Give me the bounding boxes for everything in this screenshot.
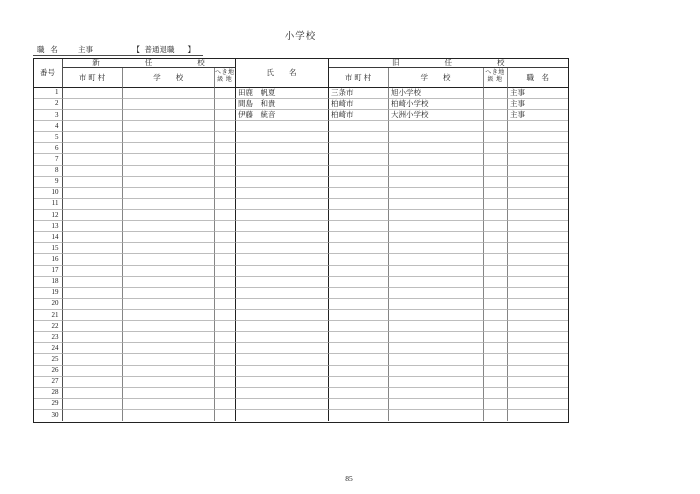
cell-new-school [123, 254, 216, 265]
cell-new-school [123, 121, 216, 132]
cell-new-school [123, 177, 216, 188]
cell-old-remote [484, 132, 508, 143]
cell-new-school [123, 366, 216, 377]
cell-number: 14 [34, 232, 63, 243]
cell-new-school [123, 277, 216, 288]
cell-old-school [389, 321, 484, 332]
cell-new-city [63, 166, 123, 177]
bracket-open: 【 [132, 45, 140, 54]
cell-number: 3 [34, 110, 63, 121]
cell-new-school [123, 399, 216, 410]
cell-new-city [63, 354, 123, 365]
cell-new-remote [215, 143, 236, 154]
cell-old-remote [484, 188, 508, 199]
cell-old-city [329, 321, 389, 332]
cell-old-school [389, 132, 484, 143]
cell-new-city [63, 399, 123, 410]
cell-old-school: 大洲小学校 [389, 110, 484, 121]
cell-new-remote [215, 366, 236, 377]
cell-job-title [508, 299, 569, 310]
cell-old-remote [484, 277, 508, 288]
cell-job-title [508, 332, 569, 343]
cell-new-city [63, 254, 123, 265]
cell-name [236, 266, 329, 277]
cell-old-remote [484, 143, 508, 154]
cell-job-title: 主事 [508, 110, 569, 121]
cell-old-school [389, 332, 484, 343]
header-new-school-group: 新 任 校 [63, 59, 236, 68]
cell-old-city [329, 121, 389, 132]
cell-number: 1 [34, 88, 63, 99]
cell-old-remote [484, 177, 508, 188]
cell-number: 12 [34, 210, 63, 221]
cell-old-school [389, 143, 484, 154]
cell-old-remote [484, 88, 508, 99]
header-job-title: 職 名 [508, 68, 569, 88]
cell-job-title [508, 354, 569, 365]
cell-new-remote [215, 299, 236, 310]
cell-new-city [63, 288, 123, 299]
cell-old-remote [484, 321, 508, 332]
cell-job-title [508, 132, 569, 143]
cell-old-school [389, 388, 484, 399]
cell-new-remote [215, 110, 236, 121]
cell-old-school [389, 366, 484, 377]
cell-old-school [389, 377, 484, 388]
cell-old-remote [484, 388, 508, 399]
cell-name: 伊藤 統音 [236, 110, 329, 121]
cell-number: 2 [34, 99, 63, 110]
cell-name [236, 121, 329, 132]
cell-old-city [329, 266, 389, 277]
cell-old-city [329, 143, 389, 154]
cell-number: 8 [34, 166, 63, 177]
cell-number: 20 [34, 299, 63, 310]
cell-name: 間島 和貴 [236, 99, 329, 110]
cell-new-city [63, 243, 123, 254]
cell-old-remote [484, 410, 508, 421]
cell-old-city [329, 288, 389, 299]
cell-old-school [389, 299, 484, 310]
cell-old-remote [484, 99, 508, 110]
cell-number: 21 [34, 310, 63, 321]
cell-name [236, 132, 329, 143]
meta-role-label: 職 名 [37, 45, 60, 54]
cell-new-city [63, 177, 123, 188]
header-new-remote-area [215, 68, 236, 88]
cell-new-city [63, 277, 123, 288]
cell-name [236, 332, 329, 343]
cell-old-city: 三条市 [329, 88, 389, 99]
cell-new-city [63, 110, 123, 121]
cell-job-title [508, 310, 569, 321]
cell-old-city [329, 210, 389, 221]
cell-old-city [329, 243, 389, 254]
cell-new-remote [215, 399, 236, 410]
cell-new-city [63, 232, 123, 243]
header-old-school: 学 校 [389, 68, 484, 88]
cell-new-school [123, 354, 216, 365]
cell-name [236, 221, 329, 232]
cell-job-title [508, 143, 569, 154]
cell-name [236, 154, 329, 165]
cell-new-city [63, 132, 123, 143]
cell-job-title [508, 166, 569, 177]
cell-old-school [389, 221, 484, 232]
cell-new-city [63, 121, 123, 132]
cell-name [236, 366, 329, 377]
cell-old-school [389, 199, 484, 210]
page-title: 小学校 [284, 32, 317, 42]
cell-name [236, 254, 329, 265]
cell-job-title [508, 288, 569, 299]
cell-new-city [63, 154, 123, 165]
cell-new-remote [215, 354, 236, 365]
header-number: 番号 [34, 59, 63, 88]
cell-new-remote [215, 254, 236, 265]
cell-new-city [63, 199, 123, 210]
cell-old-school [389, 154, 484, 165]
cell-number: 9 [34, 177, 63, 188]
cell-new-remote [215, 310, 236, 321]
cell-new-city [63, 99, 123, 110]
cell-name [236, 377, 329, 388]
cell-job-title [508, 232, 569, 243]
cell-old-school [389, 354, 484, 365]
cell-new-remote [215, 388, 236, 399]
cell-job-title [508, 243, 569, 254]
cell-number: 4 [34, 121, 63, 132]
cell-old-remote [484, 310, 508, 321]
cell-new-school [123, 154, 216, 165]
cell-new-school [123, 99, 216, 110]
cell-old-city [329, 221, 389, 232]
cell-new-school [123, 377, 216, 388]
cell-new-remote [215, 232, 236, 243]
cell-old-remote [484, 399, 508, 410]
cell-old-remote [484, 166, 508, 177]
cell-number: 16 [34, 254, 63, 265]
cell-old-city [329, 366, 389, 377]
cell-name [236, 288, 329, 299]
cell-old-remote [484, 199, 508, 210]
cell-new-school [123, 199, 216, 210]
cell-old-city [329, 132, 389, 143]
cell-number: 17 [34, 266, 63, 277]
cell-number: 13 [34, 221, 63, 232]
cell-new-remote [215, 410, 236, 421]
cell-old-school [389, 399, 484, 410]
cell-new-school [123, 388, 216, 399]
cell-old-remote [484, 210, 508, 221]
cell-new-remote [215, 277, 236, 288]
meta-role-value: 主事 [78, 45, 93, 54]
cell-new-city [63, 266, 123, 277]
cell-old-city [329, 343, 389, 354]
cell-new-school [123, 110, 216, 121]
cell-name [236, 321, 329, 332]
cell-job-title [508, 343, 569, 354]
cell-old-remote [484, 243, 508, 254]
cell-job-title [508, 121, 569, 132]
cell-name [236, 388, 329, 399]
cell-new-remote [215, 132, 236, 143]
cell-old-school [389, 232, 484, 243]
cell-new-remote [215, 88, 236, 99]
cell-old-remote [484, 266, 508, 277]
cell-name [236, 199, 329, 210]
cell-old-remote [484, 299, 508, 310]
cell-number: 19 [34, 288, 63, 299]
cell-old-school: 柏崎小学校 [389, 99, 484, 110]
cell-new-city [63, 332, 123, 343]
cell-job-title [508, 377, 569, 388]
cell-new-city [63, 388, 123, 399]
header-name: 氏 名 [236, 59, 329, 88]
page-number: 85 [345, 474, 353, 483]
cell-job-title [508, 366, 569, 377]
cell-job-title [508, 410, 569, 421]
cell-new-remote [215, 166, 236, 177]
cell-new-city [63, 88, 123, 99]
cell-old-remote [484, 354, 508, 365]
cell-name [236, 177, 329, 188]
cell-old-school [389, 210, 484, 221]
cell-job-title: 主事 [508, 99, 569, 110]
cell-new-remote [215, 243, 236, 254]
cell-new-remote [215, 266, 236, 277]
cell-number: 5 [34, 132, 63, 143]
cell-number: 23 [34, 332, 63, 343]
cell-old-city [329, 277, 389, 288]
cell-new-remote [215, 377, 236, 388]
cell-new-city [63, 410, 123, 421]
cell-job-title [508, 199, 569, 210]
cell-old-school [389, 266, 484, 277]
cell-number: 24 [34, 343, 63, 354]
cell-old-city [329, 232, 389, 243]
cell-new-city [63, 366, 123, 377]
header-new-city: 市 町 村 [63, 68, 123, 88]
cell-new-school [123, 288, 216, 299]
cell-new-school [123, 321, 216, 332]
cell-new-city [63, 299, 123, 310]
cell-new-city [63, 221, 123, 232]
cell-name [236, 166, 329, 177]
cell-old-city [329, 188, 389, 199]
cell-number: 11 [34, 199, 63, 210]
cell-new-school [123, 299, 216, 310]
header-new-remote-line1: へき地 [215, 70, 235, 77]
cell-new-city [63, 210, 123, 221]
cell-new-city [63, 143, 123, 154]
cell-old-city: 柏崎市 [329, 99, 389, 110]
cell-name [236, 188, 329, 199]
cell-new-remote [215, 343, 236, 354]
cell-number: 6 [34, 143, 63, 154]
cell-new-school [123, 343, 216, 354]
header-new-school: 学 校 [123, 68, 216, 88]
cell-name [236, 143, 329, 154]
cell-new-school [123, 310, 216, 321]
cell-old-remote [484, 221, 508, 232]
cell-job-title [508, 188, 569, 199]
cell-number: 25 [34, 354, 63, 365]
cell-name [236, 343, 329, 354]
cell-old-remote [484, 154, 508, 165]
cell-number: 28 [34, 388, 63, 399]
cell-old-school [389, 343, 484, 354]
cell-new-school [123, 188, 216, 199]
cell-job-title [508, 321, 569, 332]
cell-new-school [123, 232, 216, 243]
cell-new-remote [215, 188, 236, 199]
cell-old-city [329, 310, 389, 321]
cell-new-remote [215, 177, 236, 188]
cell-number: 27 [34, 377, 63, 388]
cell-new-remote [215, 99, 236, 110]
cell-job-title: 主事 [508, 88, 569, 99]
cell-old-city [329, 399, 389, 410]
cell-job-title [508, 399, 569, 410]
cell-new-school [123, 132, 216, 143]
cell-old-school [389, 166, 484, 177]
cell-old-school: 旭小学校 [389, 88, 484, 99]
cell-old-remote [484, 366, 508, 377]
cell-new-school [123, 266, 216, 277]
cell-job-title [508, 266, 569, 277]
cell-job-title [508, 177, 569, 188]
cell-name [236, 399, 329, 410]
cell-number: 22 [34, 321, 63, 332]
cell-new-school [123, 332, 216, 343]
cell-new-remote [215, 288, 236, 299]
cell-old-school [389, 310, 484, 321]
transfer-table [33, 58, 570, 424]
cell-job-title [508, 277, 569, 288]
cell-name [236, 243, 329, 254]
header-old-city: 市 町 村 [329, 68, 389, 88]
cell-new-city [63, 321, 123, 332]
cell-number: 29 [34, 399, 63, 410]
cell-job-title [508, 388, 569, 399]
cell-new-school [123, 166, 216, 177]
cell-number: 10 [34, 188, 63, 199]
bracket-close: 】 [187, 45, 195, 54]
cell-name [236, 277, 329, 288]
cell-old-city [329, 377, 389, 388]
cell-new-city [63, 343, 123, 354]
cell-old-city [329, 388, 389, 399]
cell-old-remote [484, 121, 508, 132]
cell-new-school [123, 410, 216, 421]
header-old-school-group: 旧 任 校 [329, 59, 569, 68]
cell-new-school [123, 243, 216, 254]
cell-number: 30 [34, 410, 63, 421]
cell-old-school [389, 410, 484, 421]
cell-name [236, 354, 329, 365]
cell-old-remote [484, 332, 508, 343]
cell-name [236, 210, 329, 221]
cell-new-school [123, 221, 216, 232]
cell-name [236, 410, 329, 421]
cell-old-school [389, 121, 484, 132]
cell-old-city [329, 410, 389, 421]
cell-new-remote [215, 221, 236, 232]
cell-old-city [329, 154, 389, 165]
cell-old-remote [484, 288, 508, 299]
cell-old-school [389, 288, 484, 299]
cell-old-city [329, 166, 389, 177]
meta-line [33, 44, 204, 56]
cell-old-remote [484, 232, 508, 243]
cell-old-remote [484, 343, 508, 354]
cell-old-school [389, 188, 484, 199]
header-new-remote-line2: 級 地 [217, 77, 233, 84]
cell-old-city [329, 254, 389, 265]
cell-old-school [389, 243, 484, 254]
cell-name: 田鹿 帆夏 [236, 88, 329, 99]
cell-number: 7 [34, 154, 63, 165]
header-old-remote-line1: へき地 [485, 70, 505, 77]
cell-old-remote [484, 254, 508, 265]
cell-old-remote [484, 110, 508, 121]
cell-old-city [329, 332, 389, 343]
cell-old-school [389, 277, 484, 288]
retirement-type: 普通退職 [144, 45, 175, 54]
cell-number: 26 [34, 366, 63, 377]
cell-new-remote [215, 199, 236, 210]
cell-old-city [329, 354, 389, 365]
cell-job-title [508, 221, 569, 232]
header-old-remote-area [484, 68, 508, 88]
cell-name [236, 299, 329, 310]
cell-number: 15 [34, 243, 63, 254]
cell-old-city: 柏崎市 [329, 110, 389, 121]
cell-old-school [389, 254, 484, 265]
cell-new-remote [215, 210, 236, 221]
cell-new-school [123, 88, 216, 99]
cell-new-remote [215, 154, 236, 165]
cell-name [236, 232, 329, 243]
cell-new-city [63, 188, 123, 199]
cell-number: 18 [34, 277, 63, 288]
cell-old-city [329, 299, 389, 310]
cell-new-city [63, 310, 123, 321]
cell-new-remote [215, 321, 236, 332]
cell-new-city [63, 377, 123, 388]
cell-old-remote [484, 377, 508, 388]
cell-name [236, 310, 329, 321]
cell-old-city [329, 177, 389, 188]
cell-job-title [508, 254, 569, 265]
cell-new-remote [215, 332, 236, 343]
header-old-remote-line2: 級 地 [487, 77, 503, 84]
cell-new-school [123, 210, 216, 221]
cell-new-school [123, 143, 216, 154]
cell-new-remote [215, 121, 236, 132]
cell-job-title [508, 210, 569, 221]
cell-old-city [329, 199, 389, 210]
cell-job-title [508, 154, 569, 165]
cell-old-school [389, 177, 484, 188]
